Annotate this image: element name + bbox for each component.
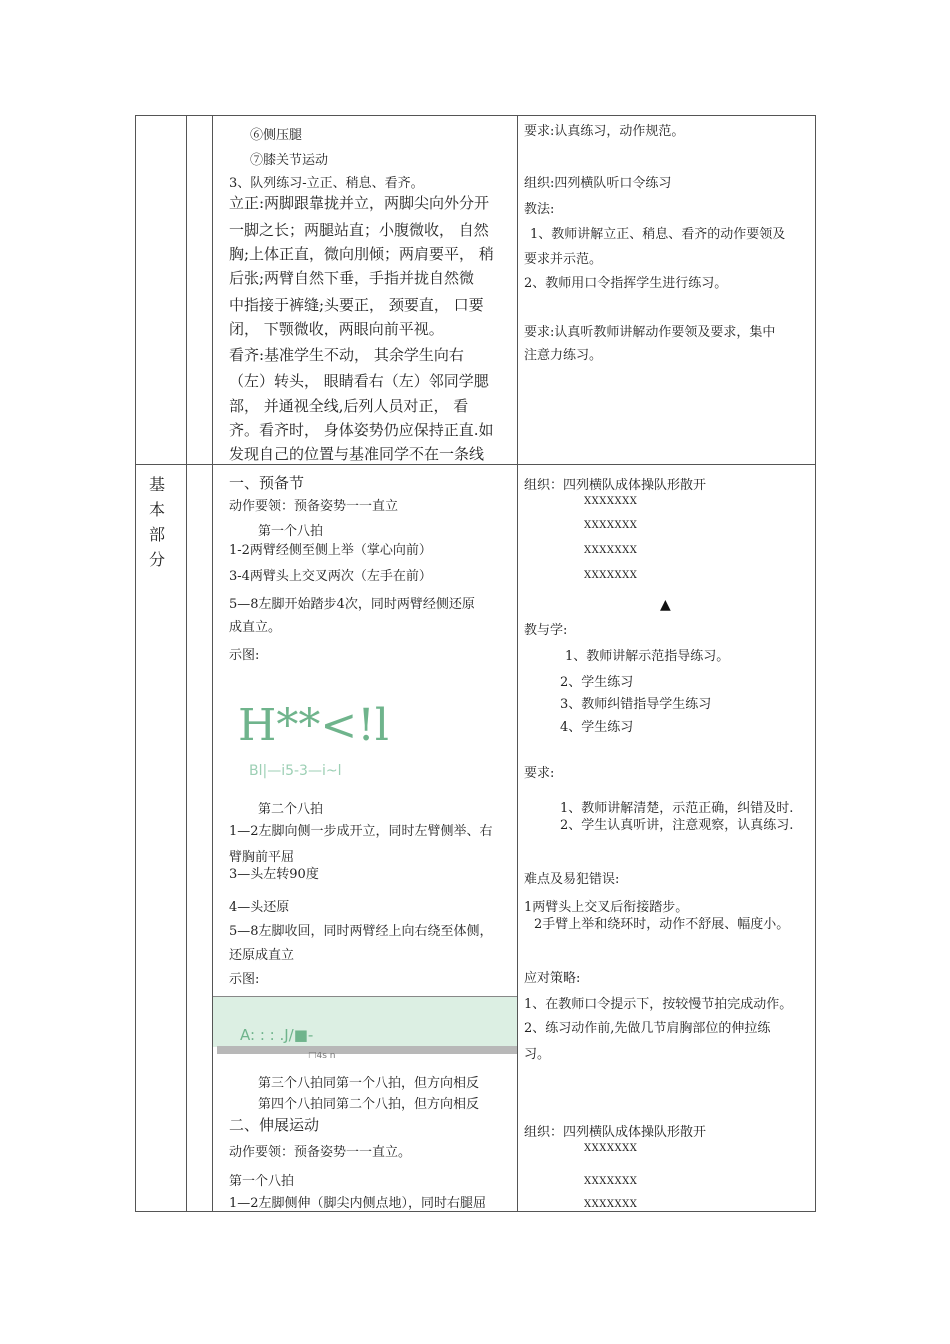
difficulty-2: 2手臂上举和绕环时，动作不舒展、幅度小。	[534, 917, 790, 932]
stand-line-3: 胸;上体正直，微向刖倾；两肩要平， 稍	[229, 245, 494, 263]
table-left-border	[135, 115, 136, 1212]
formation-1-row-4: XXXXXXX	[584, 570, 638, 581]
organization-2: 组织：四列横队成体操队形散开	[524, 1125, 707, 1140]
difficulty-1: 1两臂头上交叉后衔接踏步。	[524, 900, 689, 915]
stretch-eight-1-title: 第一个八拍	[229, 1174, 295, 1189]
align-line-5: 发现自己的位置与基准同学不在一条线	[229, 445, 485, 463]
diagram-label-2: 示图:	[229, 972, 260, 987]
teach-learn-3: 3、教师纠错指导学生练习	[560, 697, 712, 712]
beat2-5-8b: 还原成直立	[229, 948, 295, 963]
beat-5-8b: 成直立。	[229, 620, 282, 635]
formation-1-row-3: XXXXXXX	[584, 545, 638, 556]
section-char-3: 部	[148, 525, 165, 544]
diagram-2-small-text: □4s n	[308, 1052, 336, 1058]
diagram-2-bar	[217, 1046, 517, 1054]
diagram-label-1: 示图:	[229, 648, 260, 663]
item-knee-exercise: ⑦膝关节运动	[250, 153, 329, 168]
beat2-5-8a: 5—8左脚收回，同时两臂经上向右绕至体侧，	[229, 924, 493, 939]
strategy-2b: 习。	[524, 1047, 551, 1062]
beat-1-2: 1-2两臂经侧至侧上举（掌心向前）	[229, 543, 432, 558]
col-divider-3	[517, 115, 518, 1212]
method-label: 教法:	[524, 202, 555, 217]
teacher-triangle-icon: ▲	[660, 597, 671, 613]
align-line-2: （左）转头， 眼睛看右（左）邻同学腮	[229, 372, 489, 390]
stretch-beat-1-2: 1—2左脚侧伸（脚尖内侧点地），同时右腿屈	[229, 1196, 487, 1211]
strategy-1: 1、在教师口令提示下，按较慢节拍完成动作。	[524, 997, 793, 1012]
table-top-border	[135, 115, 816, 116]
formation-2-row-2: XXXXXXX	[584, 1176, 638, 1187]
stand-line-4: 后张;两臂自然下垂，手指并拢自然微	[229, 269, 475, 287]
stand-line-6: 闭， 下颚微收，两眼向前平视。	[229, 320, 444, 338]
stretch-section-title: 二、伸展运动	[229, 1116, 320, 1134]
requirement-item-1: 1、教师讲解清楚，示范正确，纠错及时.	[560, 801, 794, 816]
table-right-border	[815, 115, 816, 1212]
organization-label: 组织:四列横队听口令练习	[524, 176, 672, 191]
prep-essentials: 动作要领：预备姿势一一直立	[229, 499, 399, 514]
beat2-4: 4—头还原	[229, 900, 290, 915]
organization-1: 组织：四列横队成体操队形散开	[524, 478, 707, 493]
diagram-1-small-text: Bl|—i5-3—i~l	[249, 763, 342, 779]
stretch-essentials: 动作要领：预备姿势一一直立。	[229, 1145, 412, 1160]
col-divider-2	[212, 115, 213, 1212]
formation-1-row-1: XXXXXXX	[584, 496, 638, 507]
section-char-1: 基	[148, 475, 165, 494]
requirement-2b: 注意力练习。	[524, 348, 603, 363]
teach-learn-4: 4、学生练习	[560, 720, 634, 735]
row-divider	[135, 464, 816, 465]
prep-section-title: 一、预备节	[229, 474, 305, 492]
strategy-2a: 2、练习动作前,先做几节肩胸部位的伸拉练	[524, 1021, 771, 1036]
requirement-item-2: 2、学生认真听讲，注意观察，认真练习.	[560, 818, 794, 833]
method-1a: 1、教师讲解立正、稍息、看齐的动作要领及	[530, 227, 786, 242]
section-char-4: 分	[148, 550, 165, 569]
eight-beat-2-title: 第二个八拍	[258, 802, 324, 817]
align-line-1: 看齐:基准学生不动， 其余学生向右	[229, 346, 464, 364]
teach-learn-2: 2、学生练习	[560, 675, 634, 690]
col-divider-1	[186, 115, 187, 1212]
teach-learn-label: 教与学:	[524, 623, 568, 638]
beat2-3: 3—头左转90度	[229, 867, 319, 882]
beat-5-8a: 5—8左脚开始踏步4次，同时两臂经侧还原	[229, 597, 475, 612]
stand-line-2: 一脚之长；两腿站直；小腹微收， 自然	[229, 221, 489, 239]
requirement-1: 要求:认真练习，动作规范。	[524, 124, 685, 139]
beat2-1-2b: 臂胸前平屈	[229, 850, 295, 865]
section-char-2: 本	[148, 500, 165, 519]
section-label	[147, 472, 167, 572]
formation-2-row-1: XXXXXXX	[584, 1143, 638, 1154]
formation-1-row-2: XXXXXXX	[584, 520, 638, 531]
beat-3-4: 3-4两臂头上交叉两次（左手在前）	[229, 569, 432, 584]
stand-line-1: 立正:两脚跟靠拢并立，两脚尖向外分开	[229, 194, 490, 212]
formation-2-row-3: XXXXXXX	[584, 1199, 638, 1210]
requirement-2a: 要求:认真听教师讲解动作要领及要求，集中	[524, 325, 776, 340]
difficulty-label: 难点及易犯错误:	[524, 872, 620, 887]
method-2: 2、教师用口令指挥学生进行练习。	[524, 276, 728, 291]
eight-beat-3: 第三个八拍同第一个八拍，但方向相反	[258, 1076, 480, 1091]
eight-beat-4: 第四个八拍同第二个八拍，但方向相反	[258, 1097, 480, 1112]
strategy-label: 应对策略:	[524, 971, 581, 986]
diagram-1-big-text: H**<!l	[238, 700, 389, 751]
align-line-4: 齐。看齐时， 身体姿势仍应保持正直.如	[229, 421, 494, 439]
diagram-2-text: A: : : .J/■-	[240, 1026, 314, 1044]
align-line-3: 部， 并通视全线,后列人员对正， 看	[229, 397, 469, 415]
method-1b: 要求并示范。	[524, 252, 603, 267]
eight-beat-1-title: 第一个八拍	[258, 524, 324, 539]
queue-practice-title: 3、队列练习-立正、稍息、看齐。	[229, 176, 424, 191]
teach-learn-1: 1、教师讲解示范指导练习。	[565, 649, 730, 664]
table-bottom-border	[135, 1211, 816, 1212]
beat2-1-2a: 1—2左脚向侧一步成开立，同时左臂侧举、右	[229, 824, 493, 839]
requirement-label: 要求:	[524, 766, 555, 781]
stand-line-5: 中指接于裤缝;头要正， 颈要直， 口要	[229, 296, 484, 314]
item-side-press-leg: ⑥侧压腿	[250, 128, 303, 143]
